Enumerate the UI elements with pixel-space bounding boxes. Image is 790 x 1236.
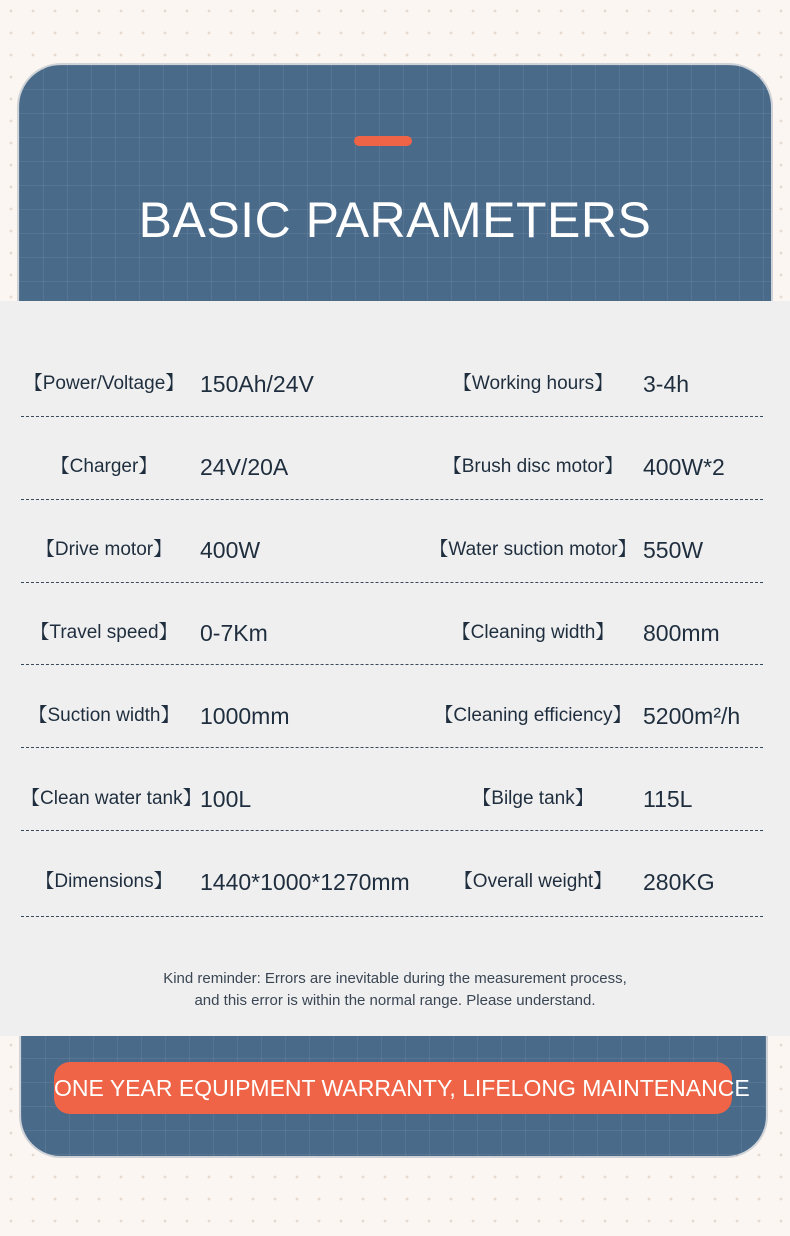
- spec-row-dimensions: [21, 868, 763, 917]
- spec-value: 800mm: [643, 620, 720, 646]
- accent-bar: [354, 136, 412, 146]
- spec-label: 【Clean water tank】: [21, 788, 202, 809]
- spec-label: 【Cleaning width】: [451, 622, 615, 643]
- spec-label: 【Charger】: [50, 456, 158, 477]
- page-title: BASIC PARAMETERS: [138, 192, 652, 248]
- spec-row-drive-motor: [21, 536, 763, 583]
- spec-row-water-tank: [21, 785, 763, 831]
- kind-reminder: [0, 968, 790, 1012]
- reminder-line-1: Kind reminder: Errors are inevitable during the measurement process,: [163, 970, 627, 987]
- spec-value: 24V/20A: [200, 454, 289, 480]
- spec-label: 【Dimensions】: [35, 871, 173, 892]
- spec-label: 【Drive motor】: [35, 539, 173, 560]
- spec-row-charger: [21, 453, 763, 500]
- spec-value: 400W*2: [643, 454, 725, 480]
- spec-value: 550W: [643, 537, 704, 563]
- spec-value: 400W: [200, 537, 261, 563]
- reminder-line-2: and this error is within the normal range. Please understand.: [194, 992, 596, 1009]
- warranty-banner: ONE YEAR EQUIPMENT WARRANTY, LIFELONG MAINTENANCE: [54, 1062, 732, 1114]
- spec-value: 100L: [200, 786, 252, 812]
- spec-label: 【Suction width】: [28, 705, 180, 726]
- spec-value: 280KG: [643, 869, 715, 895]
- spec-label: 【Cleaning efficiency】: [434, 705, 632, 726]
- spec-label: 【Brush disc motor】: [442, 456, 624, 477]
- spec-value: 5200m²/h: [643, 703, 741, 729]
- spec-row-suction-width: [21, 702, 763, 748]
- spec-value: 3-4h: [643, 371, 690, 397]
- spec-value: 150Ah/24V: [200, 371, 314, 397]
- spec-value: 115L: [643, 786, 693, 812]
- spec-label: 【Power/Voltage】: [23, 373, 185, 394]
- spec-label: 【Working hours】: [452, 373, 614, 394]
- spec-row-travel-speed: [21, 619, 763, 665]
- spec-label: 【Bilge tank】: [472, 788, 594, 809]
- spec-value: 1440*1000*1270mm: [200, 869, 410, 895]
- spec-label: 【Overall weight】: [453, 871, 613, 892]
- spec-row-power: [21, 370, 763, 417]
- spec-value: 0-7Km: [200, 620, 268, 646]
- spec-label: 【Travel speed】: [30, 622, 178, 643]
- spec-label: 【Water suction motor】: [429, 539, 637, 560]
- spec-value: 1000mm: [200, 703, 290, 729]
